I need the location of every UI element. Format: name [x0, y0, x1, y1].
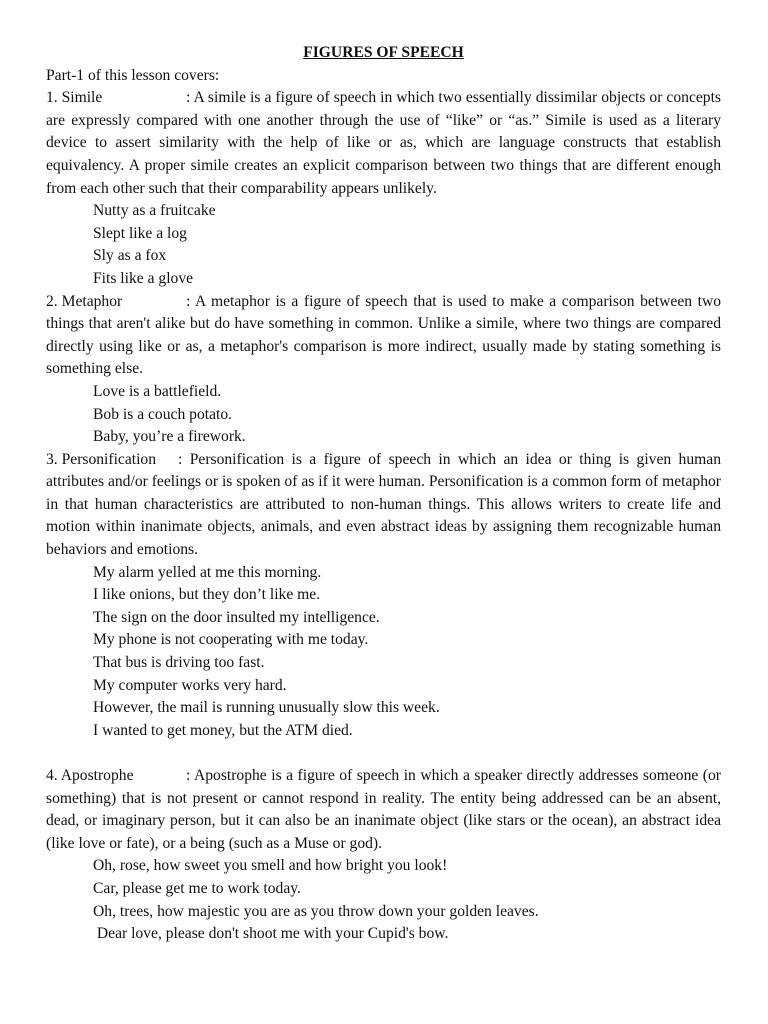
document-page — [46, 42, 721, 946]
example-line: Bob is a couch potato. — [93, 405, 233, 423]
section-text: : Personification is a figure of speech in which an idea or thing is given human attributes and/or feelings or is spoken of as if it were human. Personification is a common form of metaphor in that human characteristics are attributed to non-human things. This allows writers to create life and motion within inanimate objects, animals, and even abstract ideas by assigning them recognizable human behaviors and emotions. — [46, 450, 721, 559]
section-metaphor — [46, 291, 721, 381]
example-line: Nutty as a fruitcake — [93, 202, 216, 220]
example-line: That bus is driving too fast. — [93, 654, 265, 672]
example-line: I wanted to get money, but the ATM died. — [93, 721, 353, 739]
example-line: Slept like a log — [93, 224, 187, 242]
section-text: : A simile is a figure of speech in which two essentially dissimilar objects or concepts are expressly compared with one another through the use of “like” or “as.” Simile is used as a literary device to assert similarity with the help of like or as, which are language constructs that establish equivalency. A proper simile creates an explicit comparison between two things that are different enough from each other such that their comparability appears unlikely. — [46, 89, 721, 197]
example-line: Sly as a fox — [93, 247, 167, 265]
example-line: Car, please get me to work today. — [93, 879, 301, 897]
section-label: 4. Apostrophe — [46, 767, 134, 784]
section-label: 1. Simile — [46, 89, 103, 107]
example-line: Dear love, please don't shoot me with your Cupid's bow. — [93, 925, 449, 943]
example-line: Oh, rose, how sweet you smell and how bright you look! — [93, 857, 448, 875]
example-line: I like onions, but they don’t like me. — [93, 586, 321, 604]
example-line: Love is a battlefield. — [93, 382, 222, 400]
paragraph-spacer — [46, 742, 721, 765]
example-line: Oh, trees, how majestic you are as you throw down your golden leaves. — [93, 902, 539, 920]
example-line: Baby, you’re a firework. — [93, 428, 246, 446]
example-line: My phone is not cooperating with me today. — [93, 631, 369, 649]
section-label: 2. Metaphor — [46, 292, 123, 310]
section-text: : A metaphor is a figure of speech that is used to make a comparison between two things that aren't alike but do have something in common. Unlike a simile, where two things are compared directly using like or as, a metaphor's comparison is more indirect, usually made by stating something is something else. — [46, 292, 721, 378]
section-simile — [46, 87, 721, 200]
example-line: However, the mail is running unusually slow this week. — [93, 699, 440, 717]
intro-text: Part-1 of this lesson covers: — [46, 66, 220, 84]
example-line: My computer works very hard. — [93, 676, 287, 694]
section-personification — [46, 449, 721, 562]
example-line: Fits like a glove — [93, 269, 194, 287]
page-title: FIGURES OF SPEECH — [303, 44, 464, 61]
section-text: : Apostrophe is a figure of speech in which a speaker directly addresses someone (or something) that is not present or cannot respond in reality. The entity being addressed can be an absent, dead, or imaginary person, but it can also be an inanimate object (like stars or the ocean), an abstract idea (like love or fate), or a being (such as a Muse or god). — [46, 767, 721, 852]
example-line: The sign on the door insulted my intelligence. — [93, 608, 380, 626]
section-label: 3. Personification — [46, 450, 157, 468]
example-line: My alarm yelled at me this morning. — [93, 563, 322, 581]
section-apostrophe — [46, 765, 721, 855]
